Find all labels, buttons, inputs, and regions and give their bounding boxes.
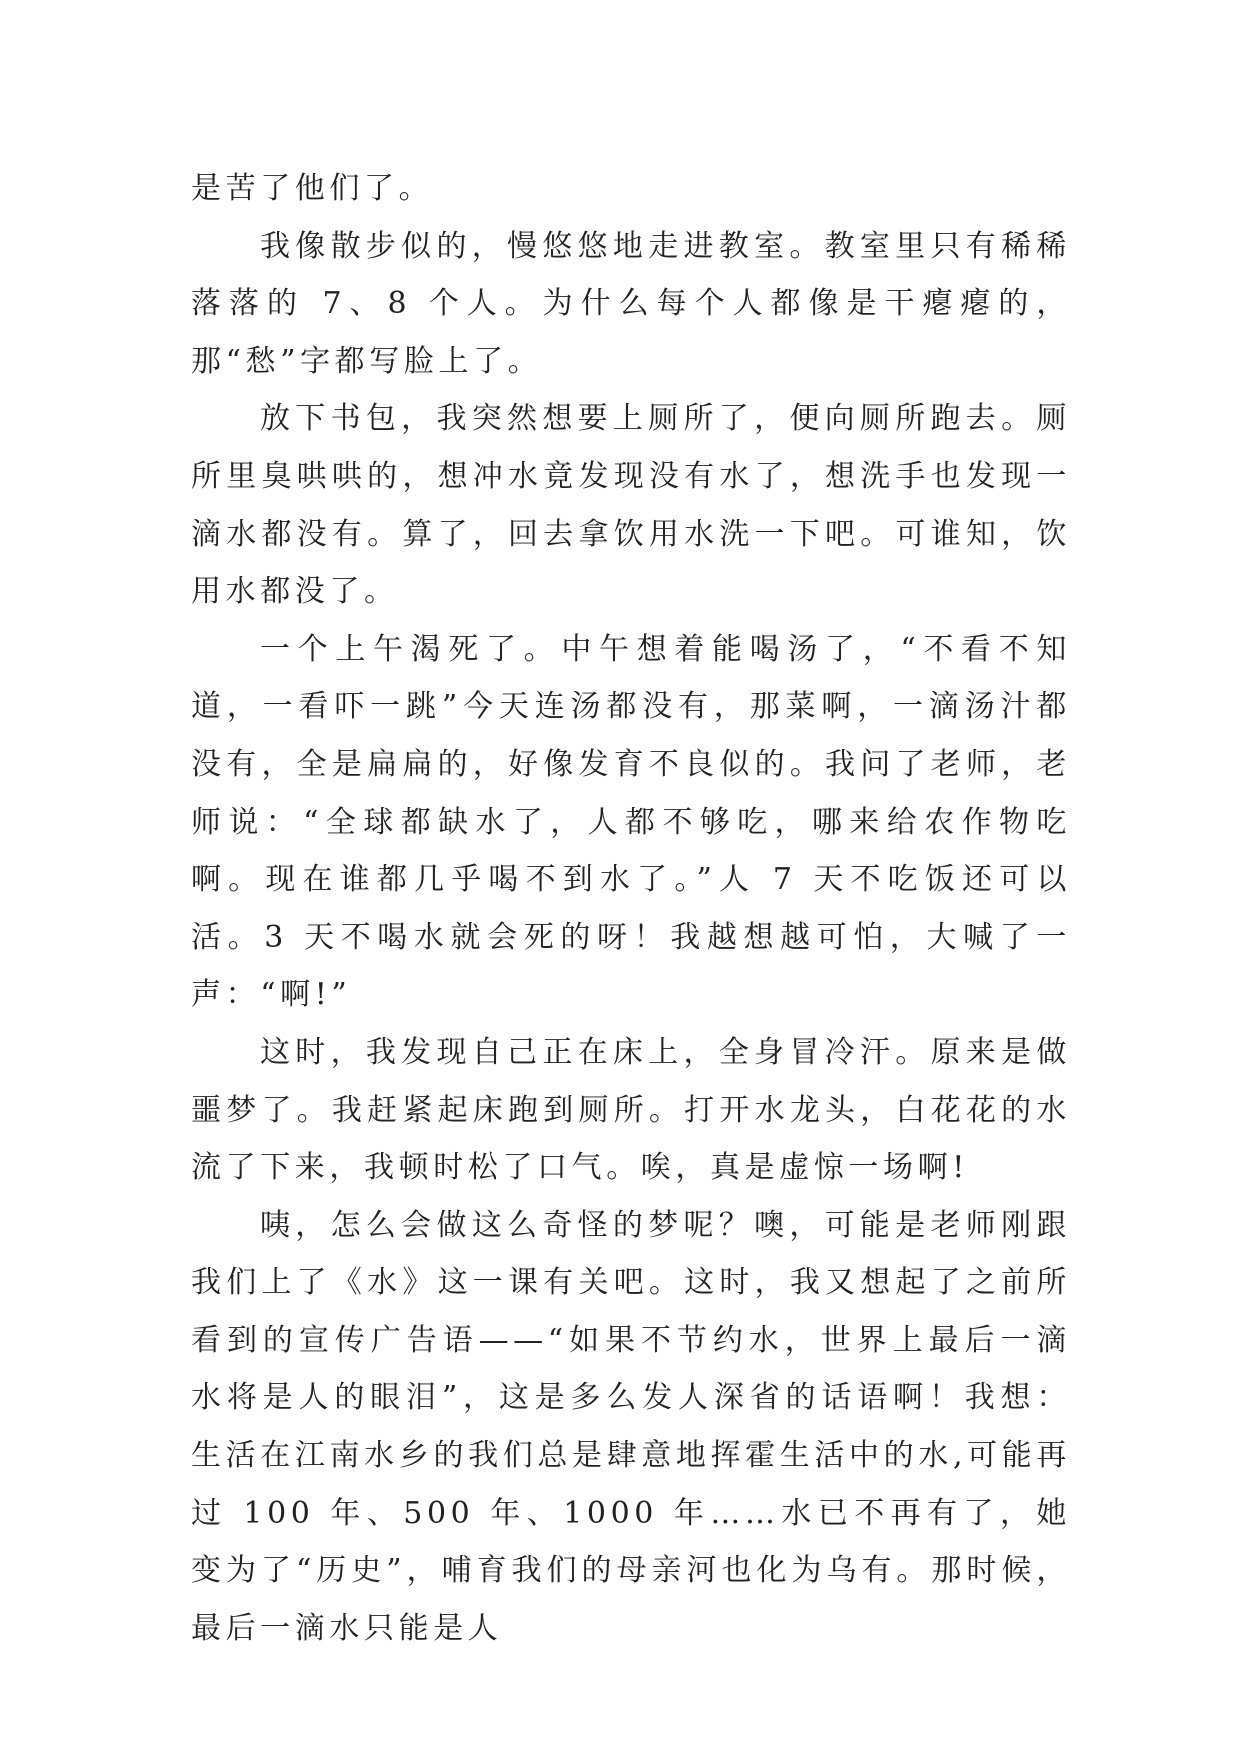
paragraph-4: 一个上午渴死了。中午想着能喝汤了，“不看不知道，一看吓一跳”今天连汤都没有，那菜啊，一滴汤汁都没有，全是扁扁的，好像发育不良似的。我问了老师，老师说：“全球都缺水了，人都不够吃，哪来给农作物吃啊。现在谁都几乎喝不到水了。”人 7 天不吃饭还可以活。3 天不喝水就会死的呀！我越想越可怕，大喊了一声：“啊!” — [191, 631, 1071, 1013]
document-body — [191, 160, 1071, 1657]
paragraph-1: 是苦了他们了。 — [191, 171, 434, 206]
paragraph-5: 这时，我发现自己正在床上，全身冒冷汗。原来是做噩梦了。我赶紧起床跑到厕所。打开水龙头，白花花的水流了下来，我顿时松了口气。唉，真是虚惊一场啊! — [191, 1034, 1071, 1186]
paragraph-3: 放下书包，我突然想要上厕所了，便向厕所跑去。厕所里臭哄哄的，想冲水竟发现没有水了，想洗手也发现一滴水都没有。算了，回去拿饮用水洗一下吧。可谁知，饮用水都没了。 — [191, 401, 1071, 610]
paragraph-6: 咦，怎么会做这么奇怪的梦呢？噢，可能是老师刚跟我们上了《水》这一课有关吧。这时，我又想起了之前所看到的宣传广告语——“如果不节约水，世界上最后一滴水将是人的眼泪”，这是多么发人深省的话语啊！我想：生活在江南水乡的我们总是肆意地挥霍生活中的水,可能再过 100 年、500 年、1000 年……水已不再有了，她变为了“历史”，哺育我们的母亲河也化为乌有。那时候，最后一滴水只能是人 — [191, 1207, 1071, 1646]
paragraph-2: 我像散步似的，慢悠悠地走进教室。教室里只有稀稀落落的 7、8 个人。为什么每个人都像是干瘪瘪的，那“愁”字都写脸上了。 — [191, 228, 1071, 379]
